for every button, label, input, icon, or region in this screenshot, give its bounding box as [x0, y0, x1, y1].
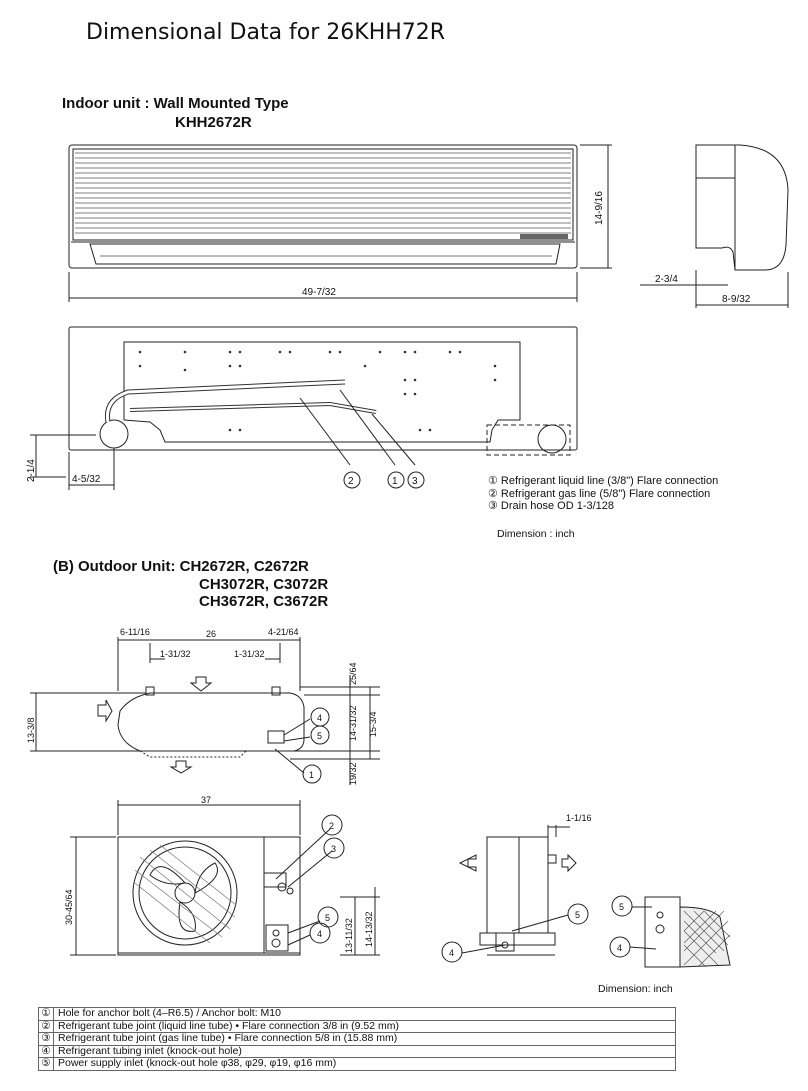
- legend-item: ① Refrigerant liquid line (3/8") Flare connection: [488, 475, 719, 487]
- outdoor-top-body: [118, 693, 304, 751]
- dim-height: 30-45/64: [64, 889, 74, 925]
- dim-top-small: 25/64: [348, 662, 358, 685]
- indoor-dimension-note: Dimension : inch: [497, 528, 575, 540]
- dim-h-small: 13-11/32: [344, 918, 354, 953]
- front-callout-2: 2: [329, 821, 335, 831]
- outdoor-notes-table: [38, 1007, 676, 1071]
- note-text: Power supply inlet (knock-out hole φ38, φ29, φ19, φ16 mm): [54, 1058, 676, 1071]
- note-text: Refrigerant tubing inlet (knock-out hole): [54, 1045, 676, 1058]
- front-callout-3: 3: [331, 844, 337, 854]
- dim-width: 37: [201, 795, 212, 805]
- legend-item: ③ Drain hose OD 1-3/128: [488, 500, 615, 512]
- indoor-legend: [488, 475, 718, 513]
- outdoor-front-body: [118, 837, 300, 955]
- dim-depth-right: 15-3/4: [368, 711, 378, 737]
- dim-depth-left: 13-3/8: [26, 717, 36, 743]
- indoor-heading: Indoor unit : Wall Mounted Type: [62, 95, 289, 112]
- detail-callout-5: 5: [619, 902, 625, 912]
- note-number: ①: [39, 1008, 54, 1021]
- notes-row: [39, 1045, 676, 1058]
- note-text: Refrigerant tube joint (gas line tube) • Flare connection 5/8 in (15.88 mm): [54, 1033, 676, 1046]
- indoor-back-body: [69, 327, 577, 450]
- outdoor-models-2: CH3072R, C3072R: [199, 576, 329, 593]
- notes-row: [39, 1020, 676, 1033]
- note-number: ④: [39, 1045, 54, 1058]
- dim-depth: 8-9/32: [722, 294, 751, 305]
- top-callout-1: 1: [309, 770, 315, 780]
- side-callout-5: 5: [575, 910, 581, 920]
- indoor-grille: [75, 153, 571, 233]
- front-callout-5: 5: [325, 913, 331, 923]
- outdoor-drawing: [0, 615, 808, 1000]
- page-title: Dimensional Data for 26KHH72R: [86, 20, 446, 45]
- side-callout-4: 4: [449, 948, 455, 958]
- detail-callout-4: 4: [617, 943, 623, 953]
- note-text: Hole for anchor bolt (4–R6.5) / Anchor bolt: M10: [54, 1008, 676, 1021]
- indoor-front-body: [69, 145, 577, 268]
- indoor-side-body: [696, 145, 788, 270]
- outdoor-models-3: CH3672R, C3672R: [199, 593, 329, 610]
- dim-depth-mid: 14-31/32: [348, 705, 358, 741]
- notes-row: [39, 1058, 676, 1071]
- note-text: Refrigerant tube joint (liquid line tube) • Flare connection 3/8 in (9.52 mm): [54, 1020, 676, 1033]
- notes-row: [39, 1008, 676, 1021]
- top-callout-4: 4: [317, 713, 323, 723]
- dim-left-offset: 6-11/16: [120, 627, 150, 637]
- front-callout-4: 4: [317, 929, 323, 939]
- outdoor-dimension-note: Dimension: inch: [598, 983, 673, 995]
- note-number: ⑤: [39, 1058, 54, 1071]
- notes-row: [39, 1033, 676, 1046]
- dim-pipe-offset: 4-5/32: [72, 474, 101, 485]
- callout-3: 3: [412, 476, 418, 487]
- note-number: ③: [39, 1033, 54, 1046]
- dim-bottom-small: 19/32: [348, 762, 358, 785]
- dim-span: 26: [206, 629, 217, 639]
- top-callout-5: 5: [317, 731, 323, 741]
- dim-foot-left: 1-31/32: [160, 649, 191, 659]
- dim-h-small2: 14-13/32: [364, 911, 374, 947]
- dim-pipe-height: 2-1/4: [26, 459, 37, 482]
- dim-side-bottom: 2-3/4: [655, 274, 678, 285]
- outdoor-heading: (B) Outdoor Unit: CH2672R, C2672R: [53, 558, 309, 575]
- dim-side-top: 1-1/16: [566, 813, 592, 823]
- dim-right-offset: 4-21/64: [268, 627, 299, 637]
- note-number: ②: [39, 1020, 54, 1033]
- callout-2: 2: [348, 476, 354, 487]
- dim-foot-right: 1-31/32: [234, 649, 265, 659]
- dim-width: 49-7/32: [302, 287, 336, 298]
- dim-height: 14-9/16: [594, 191, 605, 225]
- indoor-model: KHH2672R: [175, 114, 252, 131]
- outdoor-side-body: [487, 837, 548, 933]
- legend-item: ② Refrigerant gas line (5/8") Flare connection: [488, 487, 711, 500]
- callout-1: 1: [392, 476, 398, 487]
